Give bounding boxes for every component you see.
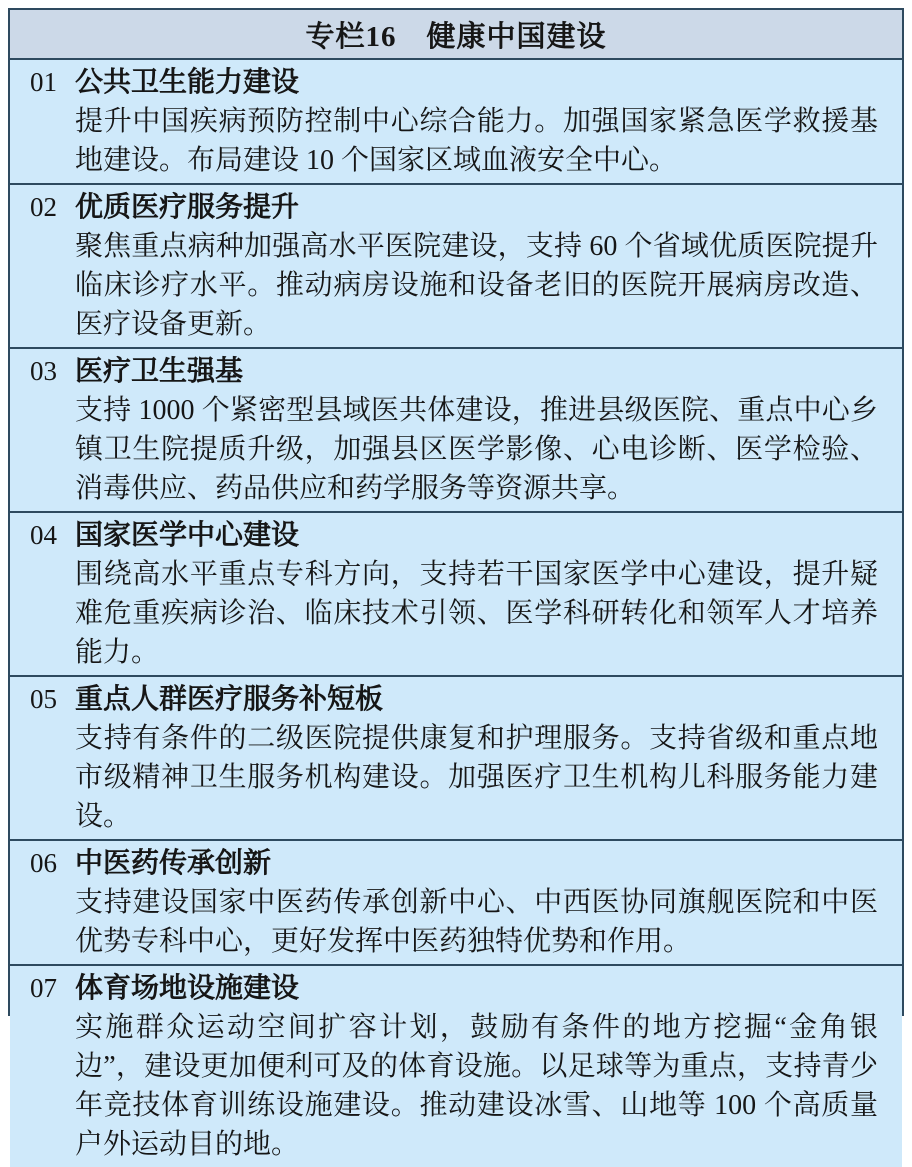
box-section xyxy=(10,58,902,183)
policy-box-table xyxy=(8,8,904,1160)
section-number: 07 xyxy=(30,973,57,1003)
section-body: 提升中国疾病预防控制中心综合能力。加强国家紧急医学救援基地建设。布局建设 10 个国家区域血液安全中心。 xyxy=(75,106,878,176)
box-sections xyxy=(10,58,902,1167)
section-number: 03 xyxy=(30,356,57,386)
section-title: 优质医疗服务提升 xyxy=(75,192,300,223)
section-title: 体育场地设施建设 xyxy=(75,973,300,1004)
section-body: 聚焦重点病种加强高水平医院建设，支持 60 个省域优质医院提升临床诊疗水平。推动病房设施和设备老旧的医院开展病房改造、医疗设备更新。 xyxy=(75,231,878,340)
box-section xyxy=(10,511,902,675)
section-content xyxy=(75,844,902,961)
section-number: 06 xyxy=(30,848,57,878)
section-content xyxy=(75,352,902,508)
section-title: 中医药传承创新 xyxy=(75,848,272,879)
section-title: 公共卫生能力建设 xyxy=(75,67,300,98)
section-content xyxy=(75,63,902,180)
box-section xyxy=(10,675,902,839)
section-body: 支持 1000 个紧密型县域医共体建设，推进县级医院、重点中心乡镇卫生院提质升级，加强县区医学影像、心电诊断、医学检验、消毒供应、药品供应和药学服务等资源共享。 xyxy=(75,395,878,504)
section-body: 支持有条件的二级医院提供康复和护理服务。支持省级和重点地市级精神卫生服务机构建设。加强医疗卫生机构儿科服务能力建设。 xyxy=(75,723,878,832)
box-title: 专栏16 健康中国建设 xyxy=(305,20,607,53)
section-number: 01 xyxy=(30,67,57,97)
box-section xyxy=(10,347,902,511)
section-title: 国家医学中心建设 xyxy=(75,520,300,551)
box-section xyxy=(10,839,902,964)
section-number: 04 xyxy=(30,520,57,550)
section-body: 支持建设国家中医药传承创新中心、中西医协同旗舰医院和中医优势专科中心，更好发挥中医药独特优势和作用。 xyxy=(75,887,878,957)
section-number: 05 xyxy=(30,684,57,714)
section-body: 实施群众运动空间扩容计划，鼓励有条件的地方挖掘“金角银边”，建设更加便利可及的体育设施。以足球等为重点，支持青少年竞技体育训练设施建设。推动建设冰雪、山地等 100 个高质量户外运动目的地。 xyxy=(75,1012,878,1160)
section-content xyxy=(75,680,902,836)
section-content xyxy=(75,516,902,672)
section-content xyxy=(75,188,902,344)
section-body: 围绕高水平重点专科方向，支持若干国家医学中心建设，提升疑难危重疾病诊治、临床技术引领、医学科研转化和领军人才培养能力。 xyxy=(75,559,878,668)
box-section xyxy=(10,183,902,347)
box-section xyxy=(10,964,902,1167)
section-content xyxy=(75,969,902,1164)
section-number: 02 xyxy=(30,192,57,222)
box-header xyxy=(10,10,902,58)
section-title: 重点人群医疗服务补短板 xyxy=(75,684,384,715)
section-title: 医疗卫生强基 xyxy=(75,356,244,387)
